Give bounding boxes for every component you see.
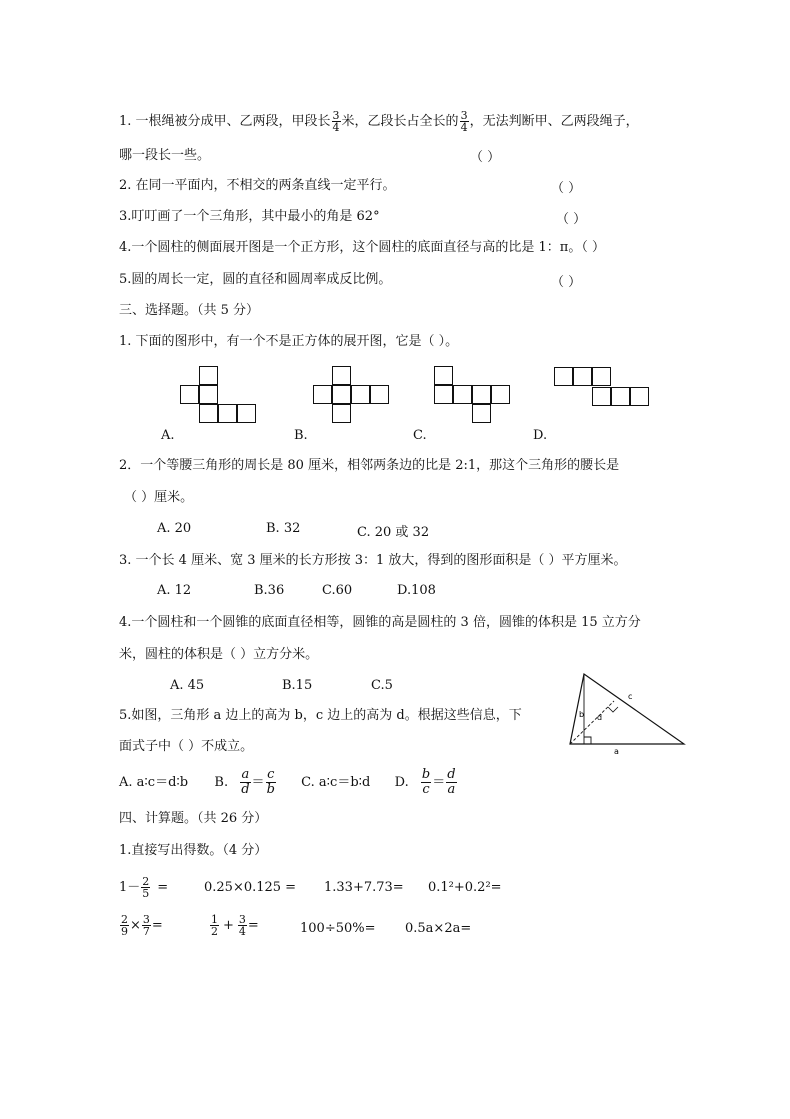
calc-row1-d: 0.1²+0.2²= bbox=[428, 880, 502, 895]
option-label-c: C. bbox=[413, 428, 427, 443]
frac-den: 4 bbox=[460, 121, 468, 134]
equals-sign: ＝ bbox=[251, 775, 265, 790]
choice-q4-option-b: B.15 bbox=[282, 678, 313, 693]
calc-text: = bbox=[157, 880, 169, 895]
choice-q2-option-a: A. 20 bbox=[157, 521, 192, 536]
fraction-b-c bbox=[421, 768, 431, 797]
frac-num: d bbox=[447, 767, 456, 782]
right-angle-mark bbox=[584, 737, 591, 744]
calc-row1-b: 0.25×0.125 = bbox=[204, 880, 297, 895]
judge-q4: 4.一个圆柱的侧面展开图是一个正方形，这个圆柱的底面直径与高的比是 1：π。（ ） bbox=[119, 240, 605, 255]
choice-q5-option-a: A. a∶c＝d∶b bbox=[119, 775, 189, 790]
choice-q3-option-b: B.36 bbox=[254, 583, 285, 598]
triangle-figure bbox=[562, 668, 692, 758]
frac-num: a bbox=[241, 767, 250, 782]
judge-q1-line2: 哪一段长一些。 bbox=[119, 148, 211, 163]
calc-text: = bbox=[151, 918, 163, 933]
choice-q2-line1: 2．一个等腰三角形的周长是 80 厘米，相邻两条边的比是 2:1，那这个三角形的腰长是 bbox=[119, 458, 620, 473]
tri-label-b: b bbox=[579, 710, 585, 719]
choice-q5-line2: 面式子中（ ）不成立。 bbox=[119, 739, 254, 754]
calc-row1-a bbox=[119, 875, 168, 901]
choice-q5-line1: 5.如图，三角形 a 边上的高为 b，c 边上的高为 d。根据这些信息，下 bbox=[119, 708, 522, 723]
frac-den: 2 bbox=[211, 925, 218, 938]
choice-q3-option-c: C.60 bbox=[322, 583, 353, 598]
option-label-a: A. bbox=[161, 428, 175, 443]
calc-row2-c: 100÷50%= bbox=[300, 921, 376, 936]
calc-row1-c: 1.33+7.73= bbox=[324, 880, 404, 895]
tri-label-a: a bbox=[614, 747, 619, 756]
fraction-3-7 bbox=[142, 914, 151, 937]
calc-row2-d: 0.5a×2a= bbox=[405, 921, 472, 936]
frac-num: 3 bbox=[238, 913, 246, 926]
choice-q3-option-a: A. 12 bbox=[157, 583, 192, 598]
frac-den: 4 bbox=[238, 925, 246, 938]
frac-num: b bbox=[421, 767, 431, 782]
choice-q5-options bbox=[119, 765, 458, 801]
section-heading-choice: 三、选择题。（共 5 分） bbox=[119, 303, 260, 318]
frac-den: a bbox=[447, 782, 456, 797]
answer-paren: （ ） bbox=[551, 275, 582, 290]
frac-den: 4 bbox=[332, 121, 340, 134]
option-label-d: D. bbox=[533, 428, 548, 443]
choice-q4-option-c: C.5 bbox=[371, 678, 393, 693]
choice-q4-line1: 4.一个圆柱和一个圆锥的底面直径相等，圆锥的高是圆柱的 3 倍，圆锥的体积是 15 立方分 bbox=[119, 615, 641, 630]
judge-q1-text-a: 1. 一根绳被分成甲、乙两段，甲段长 bbox=[119, 114, 331, 129]
frac-num: 3 bbox=[460, 109, 468, 122]
choice-q2-line2: （ ）厘米。 bbox=[124, 490, 194, 505]
choice-q2-option-b: B. 32 bbox=[266, 521, 301, 536]
choice-q3-option-d: D.108 bbox=[397, 583, 436, 598]
frac-den: 7 bbox=[142, 925, 150, 938]
choice-q5-option-d: D. bbox=[394, 775, 409, 790]
frac-num: 2 bbox=[121, 913, 128, 926]
fraction-2-9 bbox=[120, 914, 129, 937]
triangle-outline bbox=[570, 674, 684, 744]
tri-label-c: c bbox=[628, 692, 633, 701]
judge-q1-text-c: ，无法判断甲、乙两段绳子， bbox=[469, 114, 639, 129]
fraction-d-a bbox=[446, 768, 456, 797]
frac-num: 3 bbox=[142, 913, 150, 926]
calc-row2-a bbox=[119, 912, 163, 940]
judge-q3: 3.叮叮画了一个三角形，其中最小的角是 62° bbox=[119, 209, 380, 224]
fraction-3-4 bbox=[238, 914, 247, 937]
fraction-c-b bbox=[266, 768, 276, 797]
choice-q1: 1. 下面的图形中，有一个不是正方体的展开图，它是（ ）。 bbox=[119, 334, 459, 349]
calc-operator: + bbox=[223, 918, 234, 933]
frac-num: 2 bbox=[142, 875, 150, 888]
choice-q3: 3. 一个长 4 厘米、宽 3 厘米的长方形按 3：1 放大，得到的图形面积是（ ）平方厘米。 bbox=[119, 553, 627, 568]
judge-q2: 2. 在同一平面内，不相交的两条直线一定平行。 bbox=[119, 178, 396, 193]
calc-sub-heading: 1.直接写出得数。（4 分） bbox=[119, 843, 268, 858]
option-label-b: B. bbox=[294, 428, 308, 443]
right-angle-mark bbox=[608, 707, 618, 712]
choice-q4-option-a: A. 45 bbox=[170, 678, 205, 693]
judge-q1-text-b: 米，乙段长占全长的 bbox=[341, 114, 459, 129]
answer-paren: （ ） bbox=[470, 150, 501, 165]
answer-paren: （ ） bbox=[556, 212, 587, 227]
frac-num: 1 bbox=[211, 913, 218, 926]
calc-operator: × bbox=[130, 918, 141, 933]
calc-text: = bbox=[247, 918, 259, 933]
frac-num: 3 bbox=[332, 109, 340, 122]
choice-q4-line2: 米，圆柱的体积是（ ）立方分米。 bbox=[119, 647, 319, 662]
choice-q2-option-c: C. 20 或 32 bbox=[357, 525, 430, 540]
frac-num: c bbox=[267, 767, 275, 782]
fraction-a-d bbox=[240, 768, 250, 797]
frac-den: d bbox=[241, 782, 250, 797]
height-d-line bbox=[570, 701, 614, 744]
answer-paren: （ ） bbox=[551, 181, 582, 196]
calc-text: 1－ bbox=[119, 880, 141, 895]
frac-den: c bbox=[422, 782, 430, 797]
choice-q5-option-c: C. a∶c＝b∶d bbox=[301, 775, 371, 790]
fraction-1-2 bbox=[210, 914, 219, 937]
frac-den: 5 bbox=[142, 887, 150, 900]
judge-q5: 5.圆的周长一定，圆的直径和圆周率成反比例。 bbox=[119, 272, 392, 287]
equals-sign: ＝ bbox=[432, 775, 446, 790]
frac-den: b bbox=[266, 782, 275, 797]
frac-den: 9 bbox=[121, 925, 128, 938]
fraction-3-4 bbox=[332, 110, 341, 133]
section-heading-calc: 四、计算题。（共 26 分） bbox=[119, 811, 268, 826]
choice-q5-option-b: B. bbox=[214, 775, 229, 790]
calc-row2-b bbox=[209, 912, 259, 940]
fraction-3-4 bbox=[460, 110, 469, 133]
fraction-2-5 bbox=[141, 876, 150, 899]
tri-label-d: d bbox=[597, 713, 603, 722]
judge-q1-line1 bbox=[119, 110, 639, 133]
